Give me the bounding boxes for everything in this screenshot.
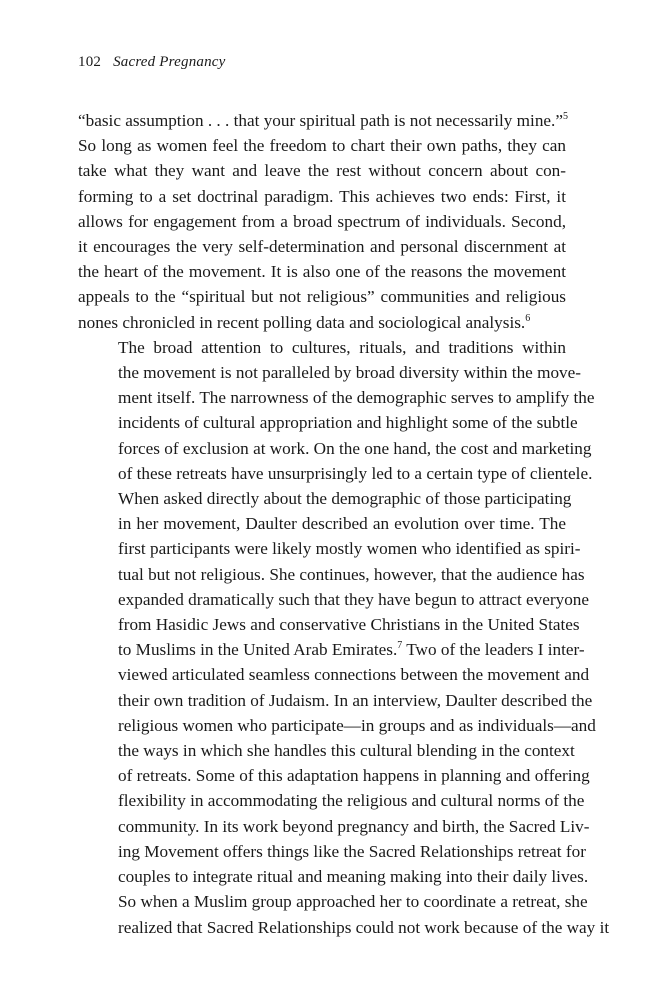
line-text: So long as women feel the freedom to chart their own paths, they can bbox=[78, 136, 566, 156]
text-line bbox=[78, 360, 581, 385]
line-text: couples to integrate ritual and meaning making into their daily lives. bbox=[118, 867, 589, 887]
body-text bbox=[78, 108, 610, 940]
line-text: When asked directly about the demographic of those participating bbox=[118, 489, 572, 509]
text-line bbox=[78, 461, 593, 486]
line-text: “basic assumption . . . that your spiritual path is not necessarily mine.” bbox=[78, 111, 563, 130]
text-line bbox=[78, 335, 566, 360]
line-text: religious women who participate—in groups and as individuals—and bbox=[118, 715, 596, 735]
text-line bbox=[78, 209, 566, 234]
page-number: 102 bbox=[78, 54, 102, 70]
line-text: the heart of the movement. It is also one of the reasons the movement bbox=[78, 262, 566, 282]
text-line bbox=[78, 536, 581, 561]
line-text: their own tradition of Judaism. In an interview, Daulter described the bbox=[118, 690, 593, 710]
line-text: it encourages the very self-determination and personal discernment at bbox=[78, 237, 566, 257]
text-line bbox=[78, 864, 589, 889]
line-text: take what they want and leave the rest without concern about con- bbox=[78, 161, 566, 181]
text-line bbox=[78, 915, 610, 940]
line-text: of these retreats have unsurprisingly led to a certain type of clientele. bbox=[118, 463, 593, 483]
line-text: forces of exclusion at work. On the one hand, the cost and marketing bbox=[118, 438, 592, 458]
line-text: The broad attention to cultures, rituals, and traditions within bbox=[118, 337, 566, 357]
line-text: flexibility in accommodating the religious and cultural norms of the bbox=[118, 791, 585, 811]
running-head bbox=[78, 54, 226, 71]
text-line bbox=[78, 511, 566, 536]
text-line bbox=[78, 310, 566, 335]
line-text: realized that Sacred Relationships could not work because of the way it bbox=[118, 917, 610, 937]
book-title: Sacred Pregnancy bbox=[113, 54, 226, 70]
line-text: appeals to the “spiritual but not religious” communities and religious bbox=[78, 287, 566, 307]
line-text: nones chronicled in recent polling data and sociological analysis. bbox=[78, 312, 526, 332]
text-line bbox=[78, 184, 566, 209]
text-line bbox=[78, 637, 585, 662]
line-text: the movement is not paralleled by broad diversity within the move- bbox=[118, 363, 581, 383]
line-text: expanded dramatically such that they have begun to attract everyone bbox=[118, 589, 590, 609]
line-text: forming to a set doctrinal paradigm. This achieves two ends: First, it bbox=[78, 186, 566, 206]
line-text: ing Movement offers things like the Sacred Relationships retreat for bbox=[118, 841, 586, 861]
text-line bbox=[78, 587, 590, 612]
text-line bbox=[78, 662, 590, 687]
text-line bbox=[78, 688, 593, 713]
footnote-marker[interactable]: 6 bbox=[525, 312, 531, 324]
line-text: of retreats. Some of this adaptation happens in planning and offering bbox=[118, 766, 590, 786]
paragraph-1 bbox=[78, 108, 566, 335]
text-line bbox=[78, 158, 566, 183]
text-line bbox=[78, 562, 585, 587]
text-line bbox=[78, 889, 588, 914]
line-text: to Muslims in the United Arab Emirates. bbox=[118, 640, 398, 660]
text-line bbox=[78, 763, 590, 788]
line-text: allows for engagement from a broad spectrum of individuals. Second, bbox=[78, 211, 566, 231]
text-line bbox=[78, 612, 580, 637]
footnote-marker[interactable]: 7 bbox=[397, 640, 403, 652]
line-text: the ways in which she handles this cultural blending in the context bbox=[118, 741, 575, 761]
line-text: first participants were likely mostly women who identified as spiri- bbox=[118, 539, 581, 559]
text-line bbox=[78, 788, 585, 813]
text-line bbox=[78, 259, 566, 284]
text-line bbox=[78, 713, 596, 738]
text-line bbox=[78, 738, 575, 763]
line-text: tual but not religious. She continues, however, that the audience has bbox=[118, 564, 585, 584]
line-text-continued: Two of the leaders I inter- bbox=[402, 640, 585, 660]
line-text: viewed articulated seamless connections between the movement and bbox=[118, 665, 590, 685]
text-line bbox=[78, 133, 566, 158]
line-text: community. In its work beyond pregnancy and birth, the Sacred Liv- bbox=[118, 816, 590, 836]
line-text: from Hasidic Jews and conservative Christians in the United States bbox=[118, 615, 580, 635]
line-text: So when a Muslim group approached her to coordinate a retreat, she bbox=[118, 892, 588, 912]
text-line bbox=[78, 814, 590, 839]
line-text: ment itself. The narrowness of the demographic serves to amplify the bbox=[118, 388, 595, 408]
text-line bbox=[78, 234, 566, 259]
footnote-marker[interactable]: 5 bbox=[562, 111, 568, 122]
text-line bbox=[78, 486, 572, 511]
text-line bbox=[78, 410, 578, 435]
text-line bbox=[78, 108, 566, 133]
text-line bbox=[78, 436, 592, 461]
text-line bbox=[78, 284, 566, 309]
line-text: in her movement, Daulter described an evolution over time. The bbox=[118, 514, 566, 534]
text-line bbox=[78, 385, 595, 410]
paragraph-2 bbox=[78, 335, 610, 940]
line-text: incidents of cultural appropriation and highlight some of the subtle bbox=[118, 413, 578, 433]
text-line bbox=[78, 839, 586, 864]
